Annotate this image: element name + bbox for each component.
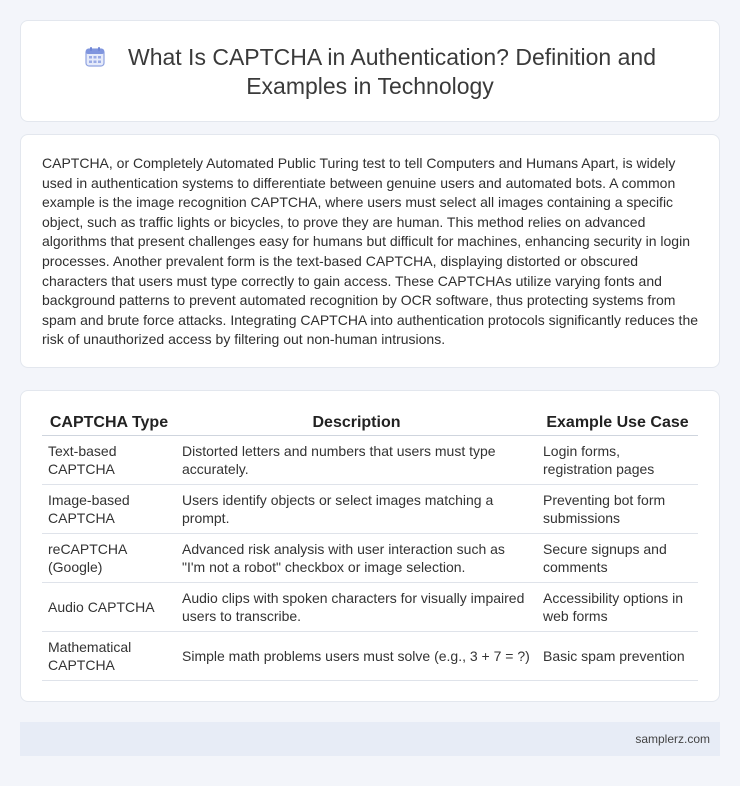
calendar-icon: [84, 46, 106, 68]
table-row: [42, 534, 698, 583]
cell-use-case: Accessibility options in web forms: [537, 583, 698, 632]
header-captcha-type: CAPTCHA Type: [42, 411, 176, 436]
header-description: Description: [176, 411, 537, 436]
cell-type: Audio CAPTCHA: [42, 583, 176, 632]
table-card: [20, 390, 720, 702]
header-example-use-case: Example Use Case: [537, 411, 698, 436]
page-title-wrap: [61, 43, 679, 101]
cell-description: Advanced risk analysis with user interaction such as "I'm not a robot" checkbox or image selection.: [176, 534, 537, 583]
cell-type: Text-based CAPTCHA: [42, 436, 176, 485]
title-card: [20, 20, 720, 122]
captcha-table: [42, 411, 698, 681]
cell-description: Audio clips with spoken characters for visually impaired users to transcribe.: [176, 583, 537, 632]
cell-type: reCAPTCHA (Google): [42, 534, 176, 583]
cell-use-case: Login forms, registration pages: [537, 436, 698, 485]
table-header-row: [42, 411, 698, 436]
table-row: [42, 632, 698, 681]
table-row: [42, 485, 698, 534]
cell-use-case: Secure signups and comments: [537, 534, 698, 583]
cell-type: Image-based CAPTCHA: [42, 485, 176, 534]
intro-card: [20, 134, 720, 368]
page-title: What Is CAPTCHA in Authentication? Definition and Examples in Technology: [127, 44, 656, 99]
cell-type: Mathematical CAPTCHA: [42, 632, 176, 681]
table-row: [42, 436, 698, 485]
table-row: [42, 583, 698, 632]
cell-description: Simple math problems users must solve (e.g., 3 + 7 = ?): [176, 632, 537, 681]
cell-use-case: Basic spam prevention: [537, 632, 698, 681]
intro-paragraph: CAPTCHA, or Completely Automated Public Turing test to tell Computers and Humans Apart, is widely used in authentication systems to differentiate between genuine users and automated bots. A common example is the image recognition CAPTCHA, where users must select all images containing a specific object, such as traffic lights or bicycles, to prove they are human. This method relies on advanced algorithms that present challenges easy for humans but difficult for machines, enhancing security in login processes. Another prevalent form is the text-based CAPTCHA, displaying distorted or obscured characters that users must type correctly to gain access. These CAPTCHAs utilize varying fonts and background patterns to prevent automated recognition by OCR software, thus protecting systems from spam and brute force attacks. Integrating CAPTCHA into authentication protocols significantly reduces the risk of unauthorized access by filtering out non-human intrusions.: [42, 155, 699, 348]
footer: [20, 722, 720, 756]
cell-description: Users identify objects or select images matching a prompt.: [176, 485, 537, 534]
footer-site-link[interactable]: samplerz.com: [635, 732, 710, 746]
cell-description: Distorted letters and numbers that users must type accurately.: [176, 436, 537, 485]
cell-use-case: Preventing bot form submissions: [537, 485, 698, 534]
